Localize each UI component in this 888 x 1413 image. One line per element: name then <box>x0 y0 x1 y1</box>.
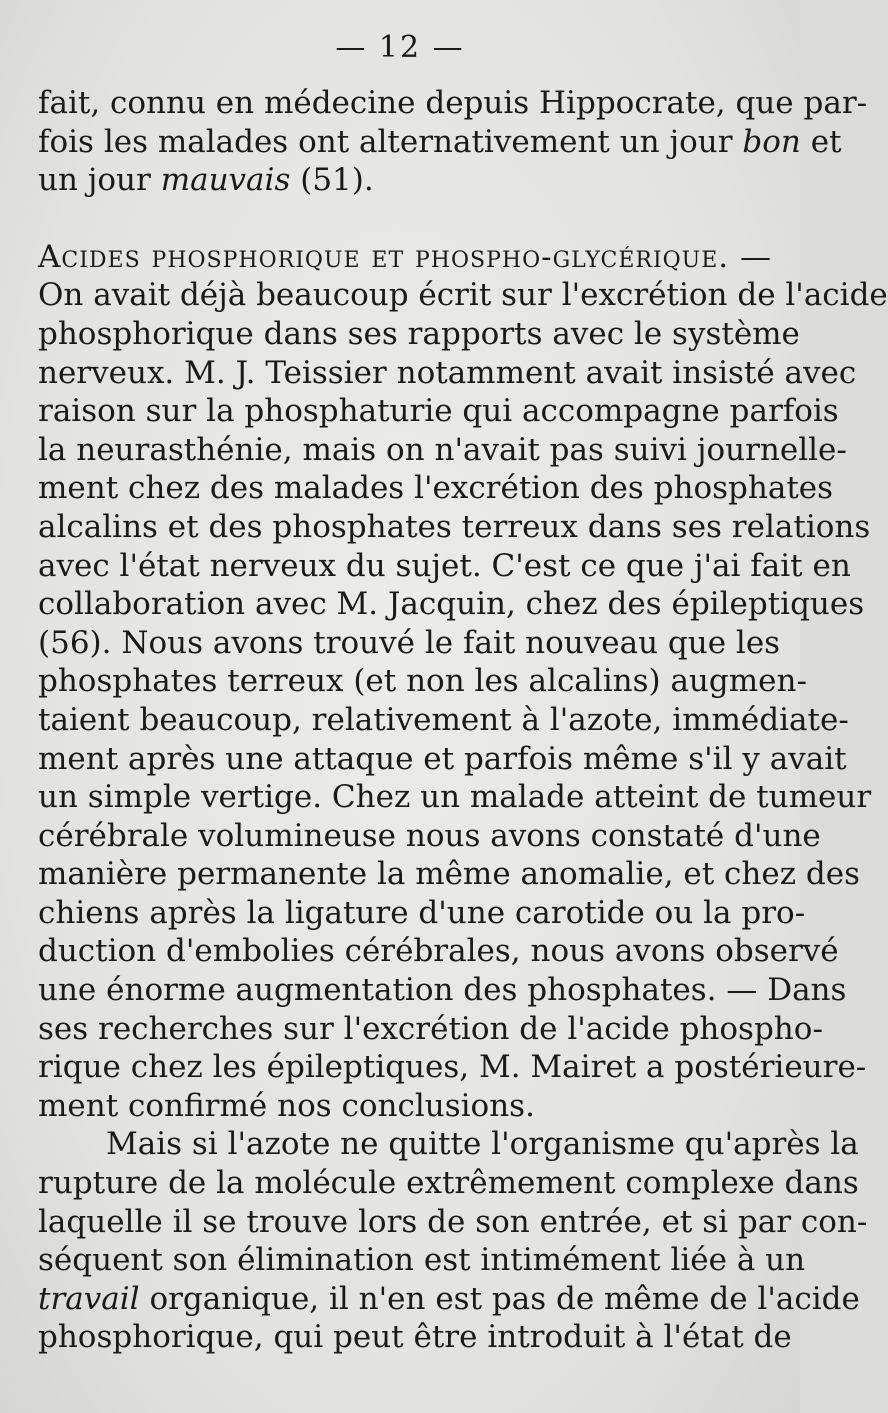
text-line <box>38 161 770 200</box>
text-span: un jour <box>38 162 161 199</box>
italic-word: travail <box>38 1280 140 1317</box>
text-line: manière permanente la même anomalie, et chez des <box>38 856 861 893</box>
paragraph-gap <box>38 200 770 238</box>
text-line: ment chez des malades l'excrétion des phosphates <box>38 470 834 507</box>
text-line: alcalins et des phosphates terreux dans ses relations <box>38 508 871 545</box>
text-line: Mais si l'azote ne quitte l'organisme qu'après la <box>106 1126 859 1163</box>
text-span: (51). <box>290 162 374 199</box>
text-line: laquelle il se trouve lors de son entrée, et si par con- <box>38 1203 868 1240</box>
page-number: — 12 — <box>335 30 465 65</box>
text-line: duction d'embolies cérébrales, nous avons observé <box>38 933 839 970</box>
text-line: rique chez les épileptiques, M. Mairet a postérieure- <box>38 1049 867 1086</box>
text-line: raison sur la phosphaturie qui accompagne parfois <box>38 393 839 430</box>
page-body <box>38 84 888 1357</box>
text-line: phosphorique, qui peut être introduit à l'état de <box>38 1319 792 1356</box>
text-line: la neurasthénie, mais on n'avait pas suivi journelle- <box>38 431 847 468</box>
text-line: cérébrale volumineuse nous avons constaté d'une <box>38 817 821 854</box>
text-line: (56). Nous avons trouvé le fait nouveau que les <box>38 624 781 661</box>
text-line: nerveux. M. J. Teissier notamment avait insisté avec <box>38 354 857 391</box>
text-span: et <box>800 123 842 160</box>
text-span: organique, il n'en est pas de même de l'acide <box>139 1280 860 1317</box>
text-line: phosphates terreux (et non les alcalins) augmen- <box>38 663 807 700</box>
text-line: un simple vertige. Chez un malade atteint de tumeur <box>38 779 872 816</box>
italic-word: mauvais <box>160 162 291 199</box>
text-line: collaboration avec M. Jacquin, chez des épileptiques <box>38 586 865 623</box>
text-line: chiens après la ligature d'une carotide ou la pro- <box>38 894 806 931</box>
text-span: fois les malades ont alternativement un jour <box>38 123 743 160</box>
italic-word: bon <box>742 123 801 160</box>
text-line: ment confirmé nos conclusions. <box>38 1087 535 1124</box>
text-line <box>38 123 842 162</box>
text-line: taient beaucoup, relativement à l'azote, immédiate- <box>38 701 849 738</box>
text-line: une énorme augmentation des phosphates. — Dans <box>38 972 847 1009</box>
section-heading: Acides phosphorique et phospho-glycérique. — <box>38 238 772 275</box>
text-line: fait, connu en médecine depuis Hippocrate, que par- <box>38 85 868 121</box>
text-line: séquent son élimination est intimément liée à un <box>38 1242 806 1279</box>
text-line: On avait déjà beaucoup écrit sur l'excrétion de l'acide <box>38 277 888 314</box>
text-line: avec l'état nerveux du sujet. C'est ce que j'ai fait en <box>38 547 851 584</box>
text-line <box>38 1280 860 1319</box>
text-line: phosphorique dans ses rapports avec le système <box>38 315 800 352</box>
text-line: ment après une attaque et parfois même s'il y avait <box>38 740 847 777</box>
text-line: ses recherches sur l'excrétion de l'acide phospho- <box>38 1010 823 1047</box>
text-line: rupture de la molécule extrêmement complexe dans <box>38 1165 859 1202</box>
